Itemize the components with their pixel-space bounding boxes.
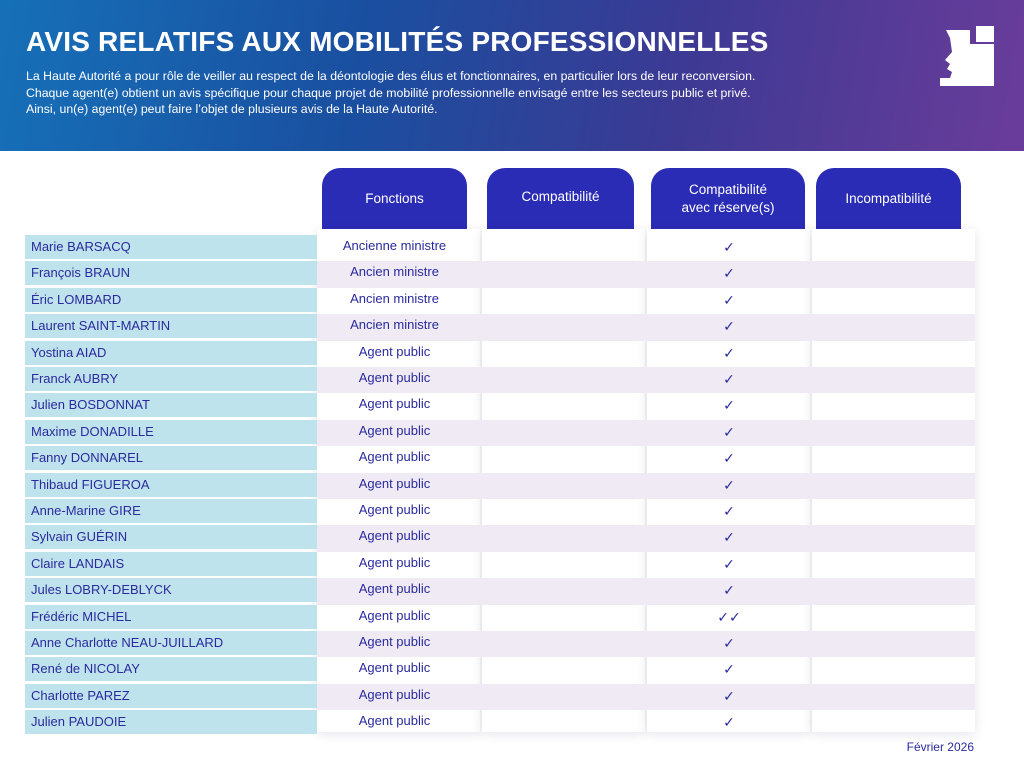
row-name: Thibaud FIGUEROA: [25, 473, 317, 497]
row-name: Julien PAUDOIE: [25, 710, 317, 734]
row-fonction: Agent public: [358, 502, 431, 517]
table-row: [0, 473, 1024, 499]
check-icon: ✓: [723, 504, 735, 520]
row-name: Sylvain GUÉRIN: [25, 525, 317, 549]
row-fonction: Agent public: [358, 607, 431, 623]
table-row: [0, 684, 1024, 710]
row-fonction: Agent public: [358, 528, 431, 544]
row-fonction: Agent public: [358, 475, 431, 491]
row-fonction: Ancien ministre: [350, 290, 439, 306]
check-icon: ✓: [723, 583, 735, 600]
intro-line: Ainsi, un(e) agent(e) peut faire l’objet de plusieurs avis de la Haute Autorité.: [26, 102, 438, 116]
table-row: [0, 710, 1024, 736]
intro-text: [26, 68, 906, 118]
row-name: Laurent SAINT-MARTIN: [25, 314, 317, 338]
check-icon: ✓: [723, 715, 735, 732]
table-row: [0, 235, 1024, 261]
row-fonction: Agent public: [358, 422, 431, 438]
row-fonction: Agent public: [358, 370, 431, 385]
row-fonction: Agent public: [358, 396, 431, 412]
table-row: [0, 578, 1024, 604]
hatvp-profile-logo-icon: [940, 26, 996, 86]
row-fonction: Ancienne ministre: [342, 238, 447, 253]
column-header-incompatibilite: Incompatibilité: [816, 168, 961, 230]
check-icon: ✓: [723, 556, 735, 573]
row-name: Frédéric MICHEL: [25, 605, 317, 629]
check-icon: ✓: [723, 424, 735, 441]
table-row: [0, 499, 1024, 525]
table-row: [0, 288, 1024, 314]
check-icon: ✓: [723, 662, 735, 679]
check-icon: ✓✓: [717, 609, 741, 626]
check-icon: ✓: [723, 292, 735, 309]
table-row: [0, 420, 1024, 446]
table-row: [0, 605, 1024, 631]
column-header-compatibilite: Compatibilité: [487, 168, 634, 230]
row-fonction: Agent public: [358, 554, 431, 570]
check-icon: ✓: [723, 398, 735, 415]
row-fonction: Agent public: [358, 449, 431, 465]
table-row: [0, 261, 1024, 287]
row-name: Claire LANDAIS: [25, 552, 317, 576]
table-row: [0, 552, 1024, 578]
row-fonction: Agent public: [358, 686, 431, 702]
row-name: Fanny DONNAREL: [25, 446, 317, 470]
check-icon: ✓: [723, 266, 735, 283]
row-name: Maxime DONADILLE: [25, 420, 317, 444]
table-row: [0, 446, 1024, 472]
check-icon: ✓: [723, 530, 735, 547]
check-icon: ✓: [723, 345, 735, 362]
table-row: [0, 525, 1024, 551]
row-name: Anne-Marine GIRE: [25, 499, 317, 523]
check-icon: ✓: [723, 451, 735, 468]
column-header-fonctions: Fonctions: [322, 168, 467, 230]
table-row: [0, 367, 1024, 393]
check-icon: ✓: [723, 688, 735, 705]
table-row: [0, 393, 1024, 419]
row-fonction: Ancien ministre: [350, 317, 439, 333]
check-icon: ✓: [723, 319, 735, 336]
table-row: [0, 314, 1024, 340]
check-icon: ✓: [723, 636, 735, 652]
row-name: Franck AUBRY: [25, 367, 317, 391]
row-fonction: Agent public: [358, 713, 431, 729]
intro-line: Chaque agent(e) obtient un avis spécifique pour chaque projet de mobilité professionnelle envisagé entre les secteurs public et privé.: [26, 85, 751, 100]
check-icon: ✓: [723, 240, 735, 256]
check-icon: ✓: [723, 372, 735, 388]
row-name: Éric LOMBARD: [25, 288, 317, 312]
table-row: [0, 657, 1024, 683]
row-name: Julien BOSDONNAT: [25, 393, 317, 417]
publication-date: Février 2026: [906, 740, 974, 754]
row-name: Yostina AIAD: [25, 341, 317, 365]
table-row: [0, 631, 1024, 657]
row-name: René de NICOLAY: [25, 657, 317, 681]
row-name: Anne Charlotte NEAU-JUILLARD: [25, 631, 317, 655]
intro-line: La Haute Autorité a pour rôle de veiller au respect de la déontologie des élus et fonctionnaires, en particulier lors de leur reconversion.: [26, 69, 756, 83]
row-fonction: Agent public: [358, 634, 431, 649]
row-name: François BRAUN: [25, 261, 317, 285]
row-fonction: Ancien ministre: [350, 264, 439, 280]
row-fonction: Agent public: [358, 660, 431, 676]
row-fonction: Agent public: [358, 343, 431, 359]
row-fonction: Agent public: [358, 581, 431, 597]
row-name: Marie BARSACQ: [25, 235, 317, 259]
page-title: AVIS RELATIFS AUX MOBILITÉS PROFESSIONNELLES: [26, 26, 769, 57]
row-name: Charlotte PAREZ: [25, 684, 317, 708]
row-name: Jules LOBRY-DEBLYCK: [25, 578, 317, 602]
column-header-compatibilite-reserve: Compatibilité avec réserve(s): [651, 168, 805, 230]
page-header: [0, 0, 1024, 151]
check-icon: ✓: [723, 477, 735, 494]
table-row: [0, 341, 1024, 367]
